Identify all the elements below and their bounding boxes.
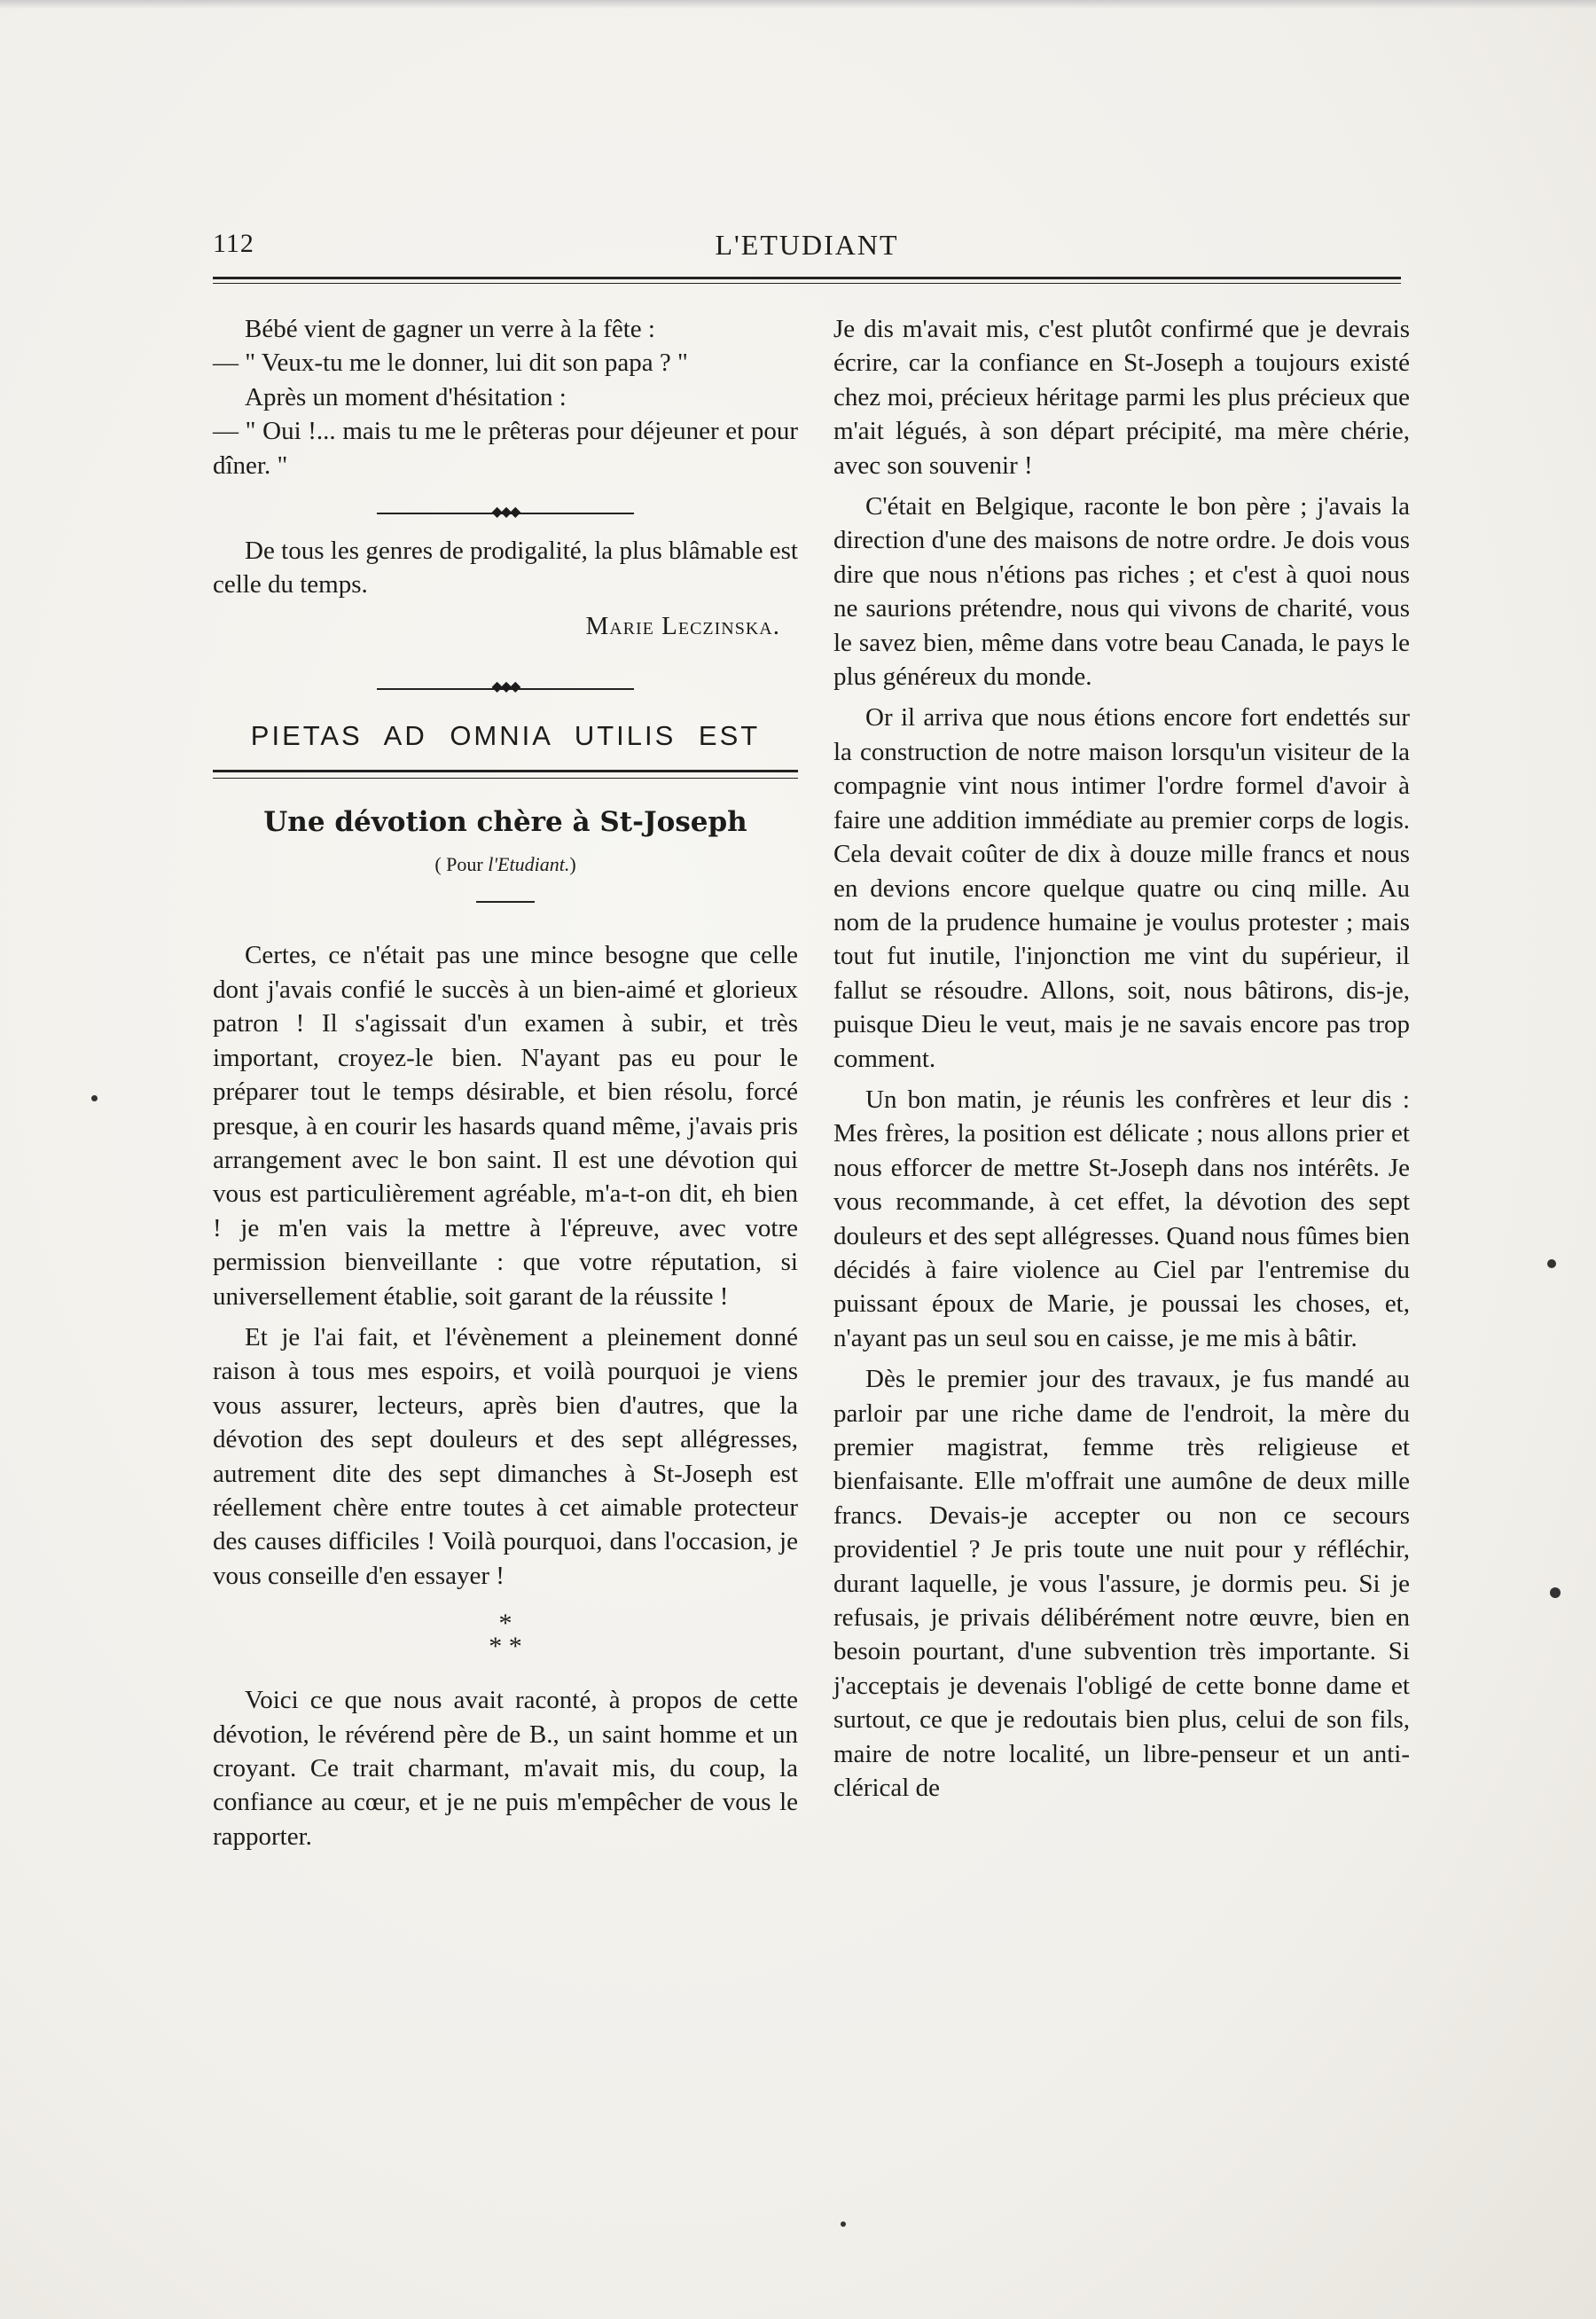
page-header — [213, 229, 1401, 271]
article-paragraph: Je dis m'avait mis, c'est plutôt confirmé que je devrais écrire, car la confiance en St-Joseph a toujours existé chez moi, précieux héritage parmi les plus précieux que m'ait légués, à son départ précipité, ma mère chérie, avec son souvenir ! — [833, 315, 1410, 480]
ink-speck — [1547, 1259, 1556, 1268]
ornament-diamond-icon: ◆◆◆ — [491, 679, 520, 695]
section-rule — [213, 770, 798, 779]
maxim-author: Marie Leczinska. — [585, 611, 780, 640]
article-paragraph: Or il arriva que nous étions encore fort endettés sur la construction de notre maison lorsqu'un visiteur de la compagnie vint nous intimer l'ordre formel d'avoir à faire une addition immédiate au premier corps de logis. Cela devait coûter de dix à douze mille francs et nous en devions encore quelque quatre ou cinq mille. Au nom de la prudence humaine je voulus protester ; mais tout fut inutile, l'injonction me vint du supérieur, il fallut se résoudre. Allons, soit, nous bâtirons, dis-je, puisque Dieu le veut, mais je ne savais encore pas trop comment. — [833, 703, 1410, 1073]
scan-edge — [0, 0, 1596, 9]
ornament-diamond-icon: ◆◆◆ — [491, 505, 520, 521]
ink-speck — [1550, 1587, 1561, 1598]
right-column — [833, 312, 1410, 1812]
left-column — [213, 312, 798, 1861]
article-paragraph: Un bon matin, je réunis les confrères et leur dis : Mes frères, la position est délicate ; nous allons prier et nous efforcer de mettre St-Joseph dans nos intérêts. Je vous recommande, à cet effet, la dévotion des sept douleurs et des sept allégresses. Quand nous fûmes bien décidés à faire violence au Ciel par l'entremise du puissant époux de Marie, je poussai les choses, et, n'ayant pas un seul sou en caisse, je me mis à bâtir. — [833, 1085, 1410, 1352]
byline-suffix: ) — [569, 853, 576, 876]
ornament-divider — [213, 670, 798, 695]
byline — [213, 848, 798, 881]
article-rule — [476, 901, 535, 903]
article-paragraph: Dès le premier jour des travaux, je fus mandé au parloir par une riche dame de l'endroit, la mère du premier magistrat, femme très religieuse et bienfaisante. Elle m'offrait une aumône de deux mille francs. Devais-je accepter ou non ce secours providentiel ? Je pris toute une nuit pour y réfléchir, durant laquelle, je vous l'assure, je dormis peu. Si je refusais, je privais délibérément notre œuvre, bien en besoin pourtant, d'une subvention très importante. Si j'acceptais je devenais l'obligé de cette bonne dame et surtout, ce que je redoutais bien plus, celui de son fils, maire de notre localité, un libre-penseur et un anti-clérical de — [833, 1365, 1410, 1803]
asterism-top: * — [498, 1609, 512, 1639]
section-title: PIETAS AD OMNIA UTILIS EST — [250, 720, 761, 752]
anecdote-line: Bébé vient de gagner un verre à la fête : — [245, 315, 655, 343]
ornament-divider — [213, 495, 798, 521]
byline-publication: l'Etudiant. — [488, 853, 570, 876]
header-rule — [213, 277, 1401, 284]
asterism-bottom: * * — [489, 1632, 522, 1662]
ink-speck — [841, 2221, 846, 2227]
article-paragraph: Et je l'ai fait, et l'évènement a pleinement donné raison à tous mes espoirs, et voilà pourquoi je viens vous assurer, lecteurs, après bien d'autres, que la dévotion des sept douleurs et des sept allégresses, autrement dite des sept dimanches à St-Joseph est réellement chère entre toutes à cet aimable protecteur des causes difficiles ! Voilà pourquoi, dans l'occasion, je vous conseille d'en essayer ! — [213, 1322, 798, 1590]
anecdote-line: Après un moment d'hésitation : — [245, 382, 567, 411]
article-paragraph: Certes, ce n'était pas une mince besogne que celle dont j'avais confié le succès à un bien-aimé et glorieux patron ! Il s'agissait d'un examen à subir, et très important, croyez-le bien. N'ayant pas eu pour le préparer tout le temps désirable, et bien résolu, forcé presque, à en courir les hasards quand même, j'avais pris arrangement avec le bon saint. Il est une dévotion qui vous est particulièrement agréable, m'a-t-on dit, eh bien ! je m'en vais la mettre à l'épreuve, avec votre permission bienveillante : que votre réputation, si universellement établie, soit garant de la réussite ! — [213, 941, 798, 1311]
anecdote-line: — " Veux-tu me le donner, lui dit son papa ? " — [213, 349, 688, 378]
asterism — [213, 1609, 798, 1662]
article-paragraph: Voici ce que nous avait raconté, à propos de cette dévotion, le révérend père de B., un saint homme et un croyant. Ce trait charmant, m'avait mis, du coup, la confiance au cœur, et je ne puis m'empêcher de vous le rapporter. — [213, 1686, 798, 1851]
article-paragraph: C'était en Belgique, raconte le bon père ; j'avais la direction d'une des maisons de notre ordre. Je dois vous dire que nous n'étions pas riches ; et c'est à quoi nous ne saurions prétendre, nous qui vivons de charité, vous le savez bien, même dans votre beau Canada, le pays le plus généreux du monde. — [833, 492, 1410, 692]
page-number: 112 — [213, 229, 254, 258]
running-title: L'ETUDIANT — [715, 229, 899, 261]
byline-prefix: ( Pour — [434, 853, 489, 876]
anecdote-line: — " Oui !... mais tu me le prêteras pour déjeuner et pour dîner. " — [213, 417, 798, 480]
ink-speck — [91, 1095, 98, 1101]
article-title: Une dévotion chère à St-Joseph — [263, 805, 747, 838]
maxim: De tous les genres de prodigalité, la plus blâmable est celle du temps. — [213, 537, 798, 599]
